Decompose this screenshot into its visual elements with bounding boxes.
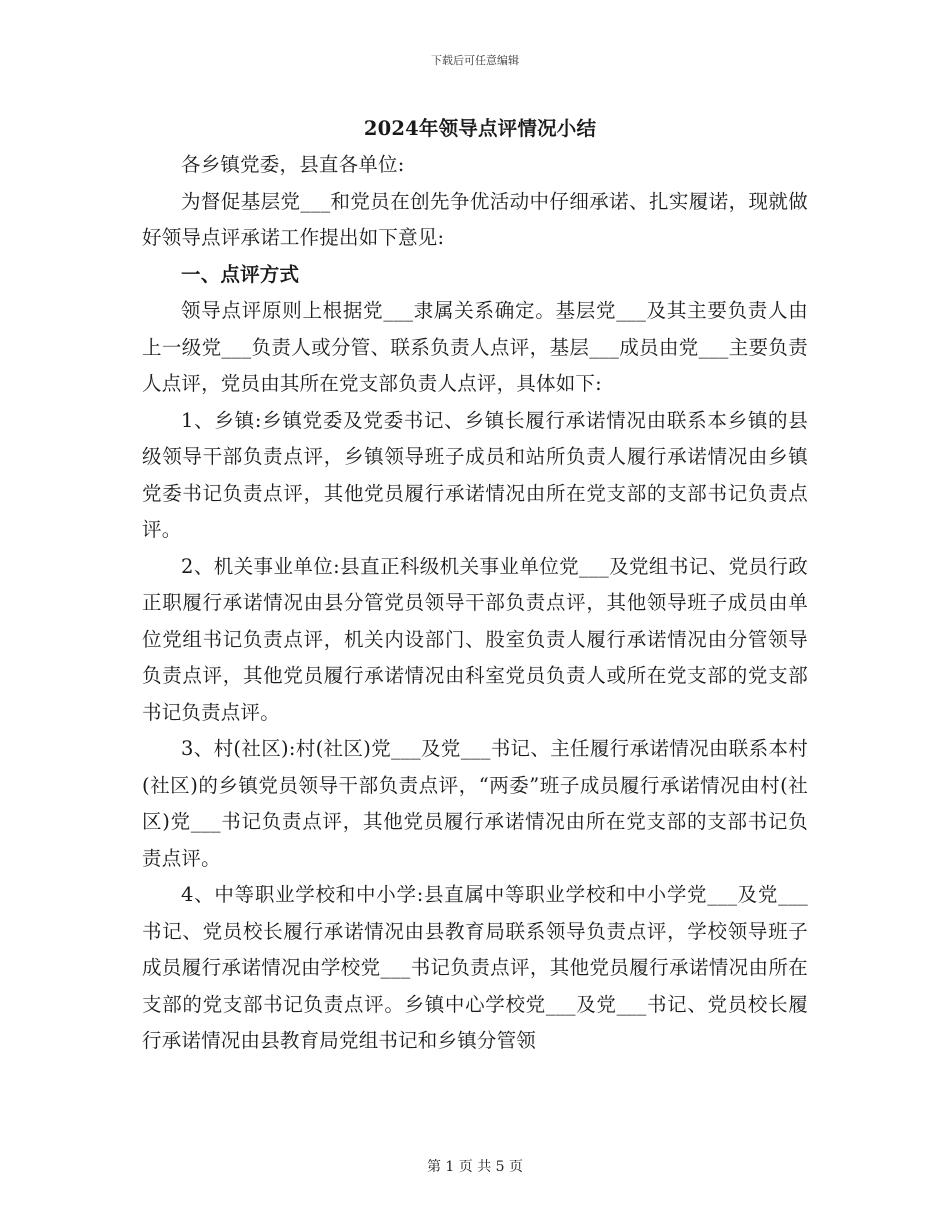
intro-paragraph: 为督促基层党___和党员在创先争优活动中仔细承诺、扎实履诺，现就做好领导点评承诺工作提出如下意见: <box>142 189 808 249</box>
section-heading: 一、点评方式 <box>181 262 300 286</box>
salutation: 各乡镇党委，县直各单位: <box>181 153 405 176</box>
item-paragraph-agencies: 2、机关事业单位:县直正科级机关事业单位党___及党组书记、党员行政正职履行承诺情况由县分管党员领导干部负责点评，其他领导班子成员由单位党组书记负责点评，机关内设部门、股室负责人履行承诺情况由分管领导负责点评，其他党员履行承诺情况由科室党员负责人或所在党支部的党支部书记负责点评。 <box>142 554 808 724</box>
item-paragraph-township: 1、乡镇:乡镇党委及党委书记、乡镇长履行承诺情况由联系本乡镇的县级领导干部负责点评，乡镇领导班子成员和站所负责人履行承诺情况由乡镇党委书记负责点评，其他党员履行承诺情况由所在党支部的支部书记负责点评。 <box>142 408 808 541</box>
document-title: 2024年领导点评情况小结 <box>363 117 597 140</box>
page-number: 第 1 页 共 5 页 <box>426 1159 524 1175</box>
item-paragraph-village: 3、村(社区):村(社区)党___及党___书记、主任履行承诺情况由联系本村(社区)的乡镇党员领导干部负责点评，“两委”班子成员履行承诺情况由村(社区)党___书记负责点评，其他党员履行承诺情况由所在党支部的支部书记负责点评。 <box>142 737 808 870</box>
section-intro-paragraph: 领导点评原则上根据党___隶属关系确定。基层党___及其主要负责人由上一级党___负责人或分管、联系负责人点评，基层___成员由党___主要负责人点评，党员由其所在党支部负责人点评，具体如下: <box>142 299 808 395</box>
page-header-note: 下载后可任意编辑 <box>431 54 519 67</box>
item-paragraph-schools: 4、中等职业学校和中小学:县直属中等职业学校和中小学党___及党___书记、党员校长履行承诺情况由县教育局联系领导负责点评，学校领导班子成员履行承诺情况由学校党___书记负责点评，其他党员履行承诺情况由所在支部的党支部书记负责点评。乡镇中心学校党___及党___书记、党员校长履行承诺情况由县教育局党组书记和乡镇分管领 <box>142 883 808 1052</box>
document-body <box>142 113 808 1060</box>
